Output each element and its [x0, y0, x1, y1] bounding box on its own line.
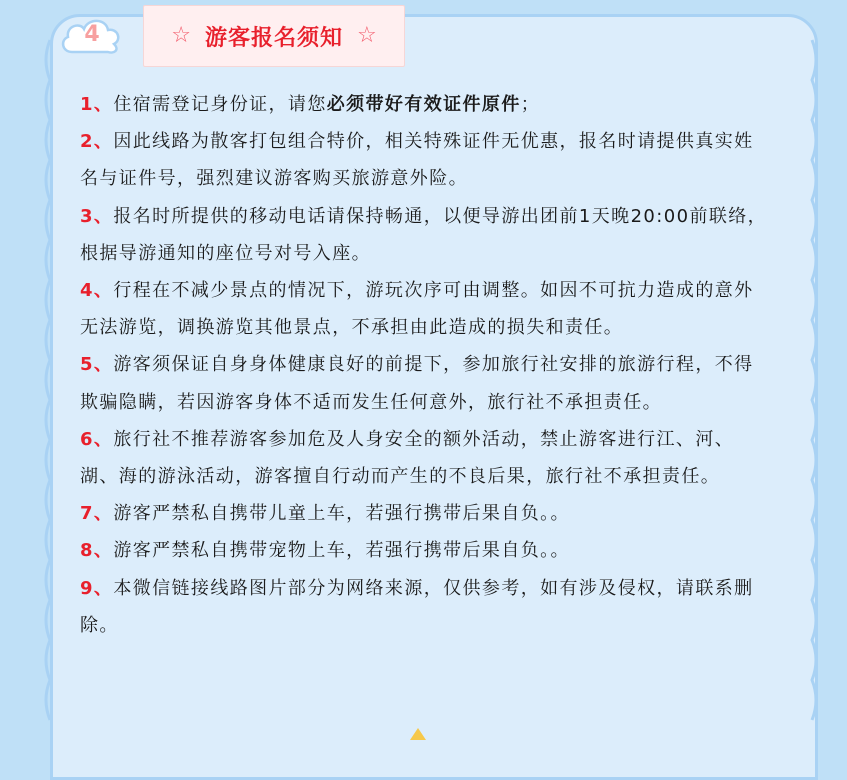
notice-item-4: [80, 272, 768, 346]
item-number: 8、: [80, 540, 114, 562]
item-number: 9、: [80, 577, 114, 599]
item-number: 2、: [80, 131, 114, 153]
notice-item-3: [80, 198, 768, 272]
item-text: 因此线路为散客打包组合特价，相关特殊证件无优惠，报名时请提供真实姓名与证件号，强烈建议游客购买旅游意外险。: [80, 131, 754, 190]
notice-list: [80, 86, 768, 644]
title-box: [143, 5, 405, 67]
item-text: 游客须保证自身身体健康良好的前提下，参加旅行社安排的旅游行程，不得欺骗隐瞒，若因游客身体不适而发生任何意外，旅行社不承担责任。: [80, 354, 754, 413]
item-number: 1、: [80, 94, 114, 115]
item-text: 游客严禁私自携带儿童上车，若强行携带后果自负。。: [113, 503, 570, 525]
section-number: 4: [84, 22, 100, 47]
page-title: 游客报名须知: [204, 25, 343, 51]
notice-item-7: [80, 495, 768, 532]
item-number: 7、: [80, 503, 114, 525]
item-number: 3、: [80, 205, 114, 227]
bottom-decoration-icon: [410, 728, 426, 740]
notice-item-9: [80, 570, 768, 644]
item-text: 住宿需登记身份证，请您: [113, 94, 327, 115]
item-text: 旅行社不推荐游客参加危及人身安全的额外活动，禁止游客进行江、河、湖、海的游泳活动，游客擅自行动而产生的不良后果，旅行社不承担责任。: [80, 428, 735, 488]
notice-item-5: [80, 346, 768, 420]
notice-item-8: [80, 532, 768, 569]
notice-item-6: [80, 421, 768, 495]
item-number: 6、: [80, 428, 114, 450]
notice-item-2: [80, 123, 768, 197]
item-text: 行程在不减少景点的情况下，游玩次序可由调整。如因不可抗力造成的意外无法游览，调换游览其他景点，不承担由此造成的损失和责任。: [80, 280, 754, 339]
star-right-icon: ☆: [357, 23, 377, 48]
item-text: 本微信链接线路图片部分为网络来源，仅供参考，如有涉及侵权，请联系删除。: [80, 577, 754, 636]
item-text: 报名时所提供的移动电话请保持畅通，以便导游出团前1天晚20:00前联络，根据导游通知的座位号对号入座。: [80, 205, 768, 264]
star-left-icon: ☆: [171, 23, 191, 48]
item-text: ；: [520, 94, 541, 115]
item-number: 5、: [80, 354, 114, 376]
item-text: 游客严禁私自携带宠物上车，若强行携带后果自负。。: [113, 540, 570, 562]
item-number: 4、: [80, 280, 114, 302]
notice-item-1: [80, 86, 768, 123]
item-emphasis: 必须带好有效证件原件: [326, 94, 521, 115]
